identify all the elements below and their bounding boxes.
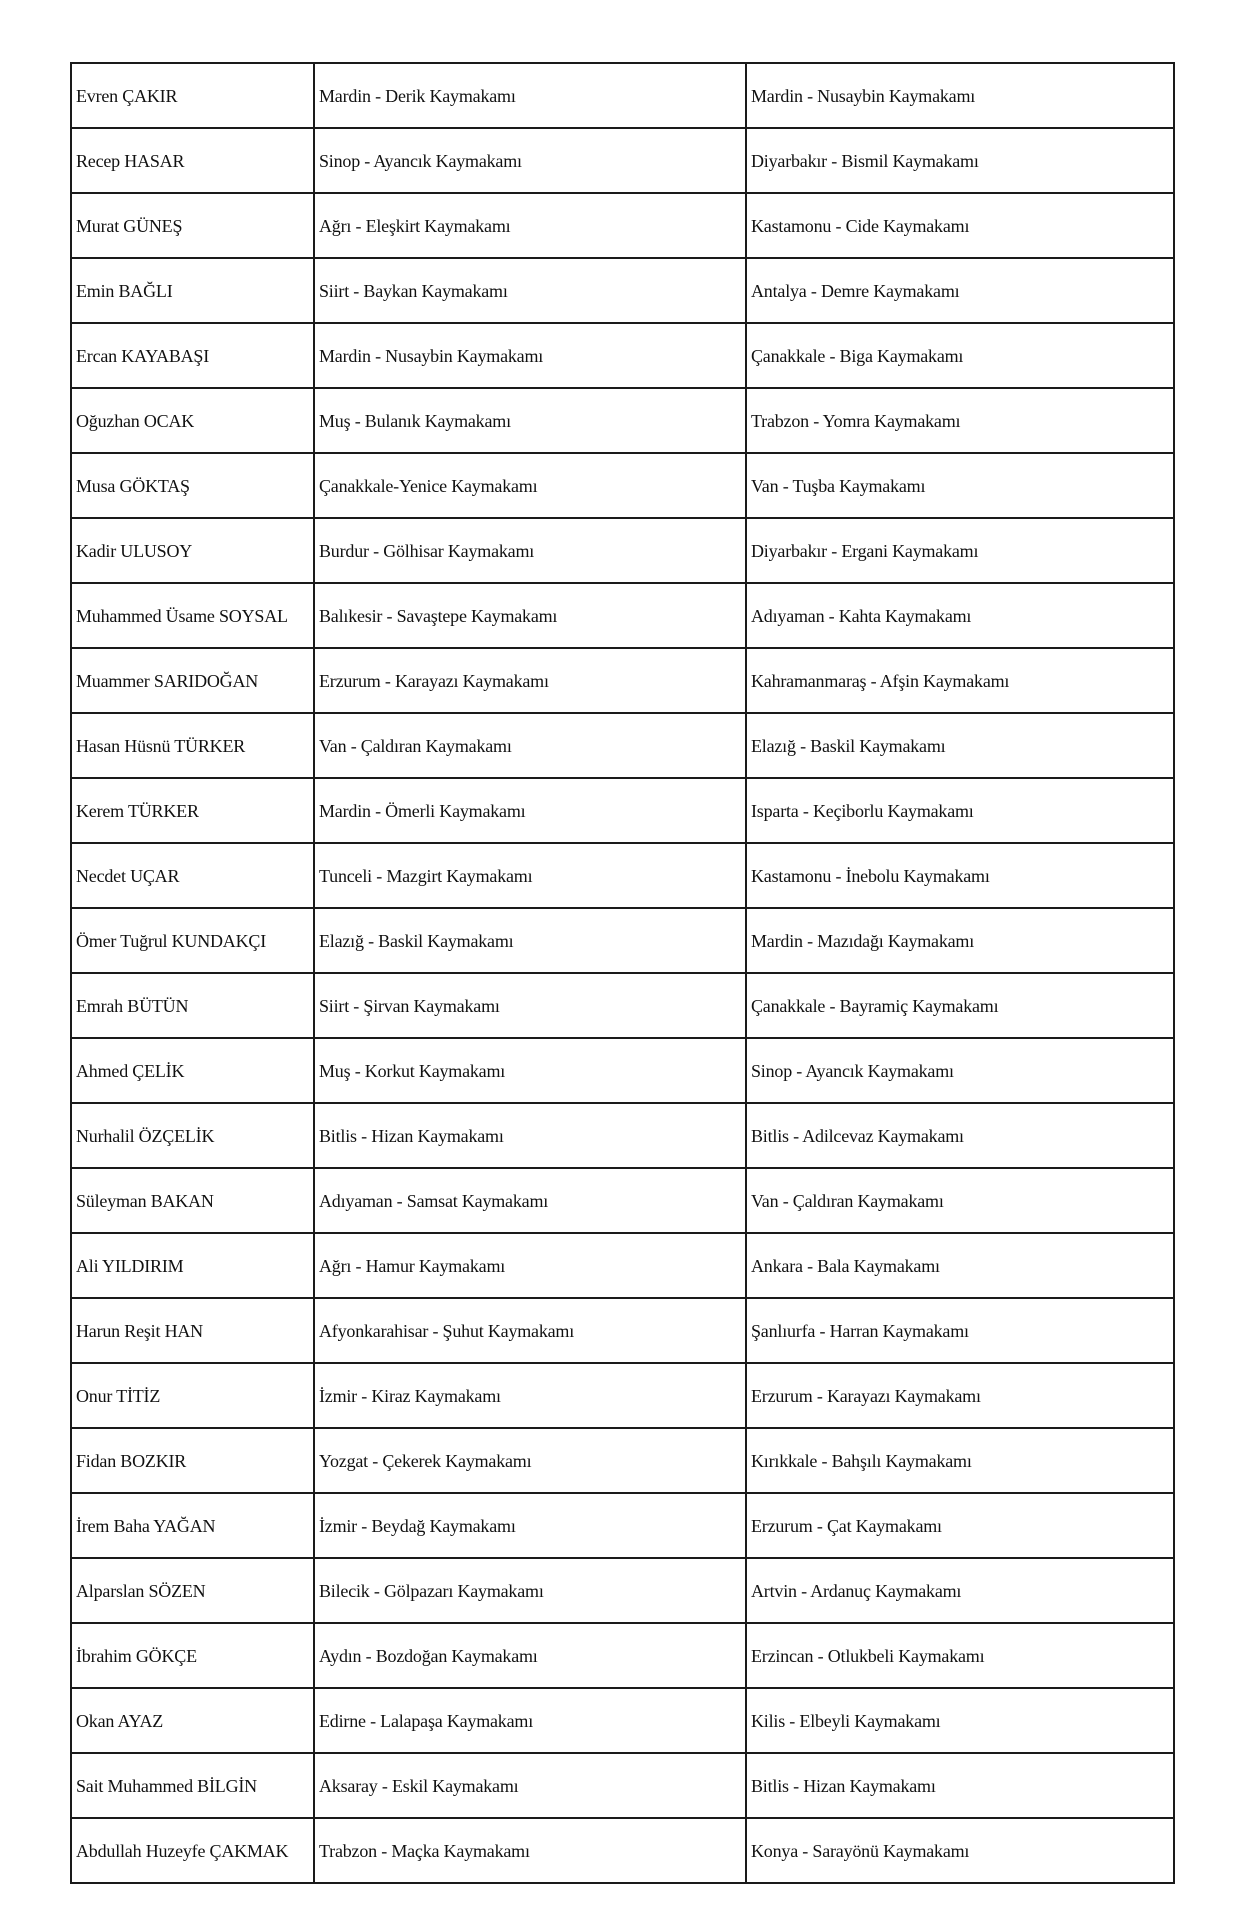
table-row — [71, 63, 1174, 128]
person-name-cell: Onur TİTİZ — [71, 1363, 314, 1428]
person-name-cell: Fidan BOZKIR — [71, 1428, 314, 1493]
previous-post-cell: Balıkesir - Savaştepe Kaymakamı — [314, 583, 746, 648]
person-name-cell: Nurhalil ÖZÇELİK — [71, 1103, 314, 1168]
table-row — [71, 778, 1174, 843]
person-name-cell: Emin BAĞLI — [71, 258, 314, 323]
new-post-cell: Diyarbakır - Bismil Kaymakamı — [746, 128, 1174, 193]
previous-post-cell: Muş - Bulanık Kaymakamı — [314, 388, 746, 453]
new-post-cell: Mardin - Mazıdağı Kaymakamı — [746, 908, 1174, 973]
table-row — [71, 1428, 1174, 1493]
person-name-cell: Ahmed ÇELİK — [71, 1038, 314, 1103]
new-post-cell: Antalya - Demre Kaymakamı — [746, 258, 1174, 323]
table-row — [71, 1558, 1174, 1623]
table-row — [71, 193, 1174, 258]
previous-post-cell: Ağrı - Eleşkirt Kaymakamı — [314, 193, 746, 258]
person-name-cell: Alparslan SÖZEN — [71, 1558, 314, 1623]
person-name-cell: Abdullah Huzeyfe ÇAKMAK — [71, 1818, 314, 1883]
previous-post-cell: Ağrı - Hamur Kaymakamı — [314, 1233, 746, 1298]
person-name-cell: Recep HASAR — [71, 128, 314, 193]
table-row — [71, 1493, 1174, 1558]
person-name-cell: Evren ÇAKIR — [71, 63, 314, 128]
person-name-cell: Muammer SARIDOĞAN — [71, 648, 314, 713]
new-post-cell: Van - Tuşba Kaymakamı — [746, 453, 1174, 518]
person-name-cell: Harun Reşit HAN — [71, 1298, 314, 1363]
previous-post-cell: Burdur - Gölhisar Kaymakamı — [314, 518, 746, 583]
new-post-cell: Kastamonu - İnebolu Kaymakamı — [746, 843, 1174, 908]
new-post-cell: Mardin - Nusaybin Kaymakamı — [746, 63, 1174, 128]
table-body — [71, 63, 1174, 1883]
table-row — [71, 1363, 1174, 1428]
table-row — [71, 713, 1174, 778]
previous-post-cell: Muş - Korkut Kaymakamı — [314, 1038, 746, 1103]
previous-post-cell: Siirt - Şirvan Kaymakamı — [314, 973, 746, 1038]
person-name-cell: Ömer Tuğrul KUNDAKÇI — [71, 908, 314, 973]
previous-post-cell: Adıyaman - Samsat Kaymakamı — [314, 1168, 746, 1233]
person-name-cell: Muhammed Üsame SOYSAL — [71, 583, 314, 648]
new-post-cell: Bitlis - Adilcevaz Kaymakamı — [746, 1103, 1174, 1168]
table-row — [71, 843, 1174, 908]
previous-post-cell: Siirt - Baykan Kaymakamı — [314, 258, 746, 323]
previous-post-cell: Yozgat - Çekerek Kaymakamı — [314, 1428, 746, 1493]
table-row — [71, 973, 1174, 1038]
previous-post-cell: Tunceli - Mazgirt Kaymakamı — [314, 843, 746, 908]
table-row — [71, 1168, 1174, 1233]
new-post-cell: Konya - Sarayönü Kaymakamı — [746, 1818, 1174, 1883]
person-name-cell: Kerem TÜRKER — [71, 778, 314, 843]
previous-post-cell: Erzurum - Karayazı Kaymakamı — [314, 648, 746, 713]
person-name-cell: Murat GÜNEŞ — [71, 193, 314, 258]
table-row — [71, 518, 1174, 583]
person-name-cell: Oğuzhan OCAK — [71, 388, 314, 453]
person-name-cell: Ercan KAYABAŞI — [71, 323, 314, 388]
new-post-cell: Şanlıurfa - Harran Kaymakamı — [746, 1298, 1174, 1363]
person-name-cell: İrem Baha YAĞAN — [71, 1493, 314, 1558]
previous-post-cell: Trabzon - Maçka Kaymakamı — [314, 1818, 746, 1883]
new-post-cell: Ankara - Bala Kaymakamı — [746, 1233, 1174, 1298]
previous-post-cell: Çanakkale-Yenice Kaymakamı — [314, 453, 746, 518]
previous-post-cell: Mardin - Ömerli Kaymakamı — [314, 778, 746, 843]
table-row — [71, 583, 1174, 648]
new-post-cell: Adıyaman - Kahta Kaymakamı — [746, 583, 1174, 648]
table-row — [71, 1753, 1174, 1818]
new-post-cell: Erzurum - Çat Kaymakamı — [746, 1493, 1174, 1558]
table-row — [71, 323, 1174, 388]
new-post-cell: Çanakkale - Biga Kaymakamı — [746, 323, 1174, 388]
table-row — [71, 1233, 1174, 1298]
previous-post-cell: Elazığ - Baskil Kaymakamı — [314, 908, 746, 973]
new-post-cell: Kahramanmaraş - Afşin Kaymakamı — [746, 648, 1174, 713]
table-row — [71, 648, 1174, 713]
person-name-cell: Necdet UÇAR — [71, 843, 314, 908]
new-post-cell: Sinop - Ayancık Kaymakamı — [746, 1038, 1174, 1103]
person-name-cell: İbrahim GÖKÇE — [71, 1623, 314, 1688]
appointments-table — [70, 62, 1175, 1884]
previous-post-cell: Mardin - Nusaybin Kaymakamı — [314, 323, 746, 388]
previous-post-cell: Van - Çaldıran Kaymakamı — [314, 713, 746, 778]
person-name-cell: Musa GÖKTAŞ — [71, 453, 314, 518]
person-name-cell: Emrah BÜTÜN — [71, 973, 314, 1038]
table-row — [71, 453, 1174, 518]
previous-post-cell: Aydın - Bozdoğan Kaymakamı — [314, 1623, 746, 1688]
new-post-cell: Erzincan - Otlukbeli Kaymakamı — [746, 1623, 1174, 1688]
new-post-cell: Diyarbakır - Ergani Kaymakamı — [746, 518, 1174, 583]
new-post-cell: Çanakkale - Bayramiç Kaymakamı — [746, 973, 1174, 1038]
table-row — [71, 1623, 1174, 1688]
new-post-cell: Erzurum - Karayazı Kaymakamı — [746, 1363, 1174, 1428]
previous-post-cell: İzmir - Beydağ Kaymakamı — [314, 1493, 746, 1558]
table-row — [71, 1688, 1174, 1753]
person-name-cell: Sait Muhammed BİLGİN — [71, 1753, 314, 1818]
previous-post-cell: Sinop - Ayancık Kaymakamı — [314, 128, 746, 193]
previous-post-cell: Bilecik - Gölpazarı Kaymakamı — [314, 1558, 746, 1623]
table-row — [71, 1103, 1174, 1168]
new-post-cell: Van - Çaldıran Kaymakamı — [746, 1168, 1174, 1233]
previous-post-cell: Aksaray - Eskil Kaymakamı — [314, 1753, 746, 1818]
new-post-cell: Trabzon - Yomra Kaymakamı — [746, 388, 1174, 453]
new-post-cell: Isparta - Keçiborlu Kaymakamı — [746, 778, 1174, 843]
table-row — [71, 1038, 1174, 1103]
person-name-cell: Okan AYAZ — [71, 1688, 314, 1753]
previous-post-cell: Edirne - Lalapaşa Kaymakamı — [314, 1688, 746, 1753]
previous-post-cell: İzmir - Kiraz Kaymakamı — [314, 1363, 746, 1428]
table-row — [71, 908, 1174, 973]
table-row — [71, 1818, 1174, 1883]
table-row — [71, 388, 1174, 453]
person-name-cell: Ali YILDIRIM — [71, 1233, 314, 1298]
table-row — [71, 258, 1174, 323]
new-post-cell: Bitlis - Hizan Kaymakamı — [746, 1753, 1174, 1818]
new-post-cell: Artvin - Ardanuç Kaymakamı — [746, 1558, 1174, 1623]
table-row — [71, 128, 1174, 193]
person-name-cell: Hasan Hüsnü TÜRKER — [71, 713, 314, 778]
person-name-cell: Kadir ULUSOY — [71, 518, 314, 583]
table-row — [71, 1298, 1174, 1363]
new-post-cell: Kırıkkale - Bahşılı Kaymakamı — [746, 1428, 1174, 1493]
previous-post-cell: Bitlis - Hizan Kaymakamı — [314, 1103, 746, 1168]
previous-post-cell: Afyonkarahisar - Şuhut Kaymakamı — [314, 1298, 746, 1363]
new-post-cell: Kastamonu - Cide Kaymakamı — [746, 193, 1174, 258]
new-post-cell: Elazığ - Baskil Kaymakamı — [746, 713, 1174, 778]
new-post-cell: Kilis - Elbeyli Kaymakamı — [746, 1688, 1174, 1753]
person-name-cell: Süleyman BAKAN — [71, 1168, 314, 1233]
previous-post-cell: Mardin - Derik Kaymakamı — [314, 63, 746, 128]
